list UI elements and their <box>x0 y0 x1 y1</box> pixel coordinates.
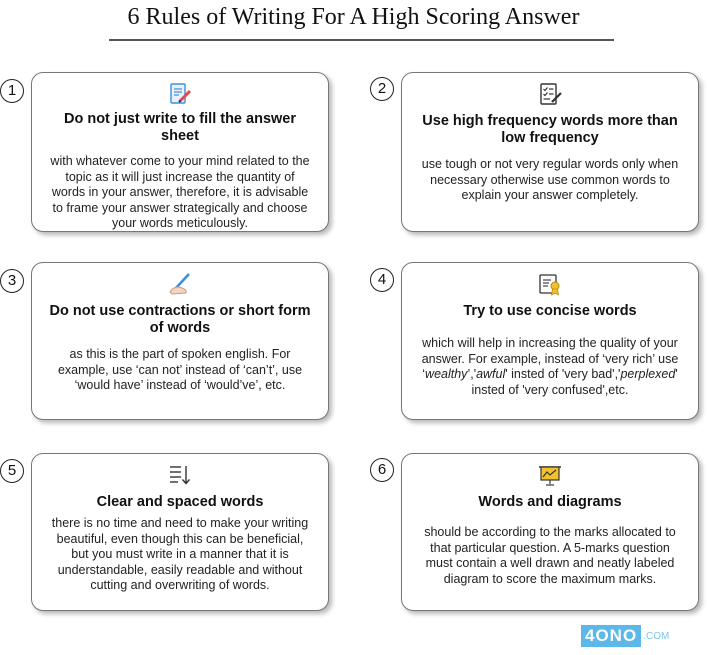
rule-number-2: 2 <box>370 77 394 101</box>
logo-suffix: .COM <box>643 630 670 642</box>
rule-title-3: Do not use contractions or short form of words <box>49 303 311 336</box>
document-pen-icon <box>167 81 193 107</box>
rule-card-5 <box>31 453 329 611</box>
rule-number-6: 6 <box>370 458 394 482</box>
rule-title-2: Use high frequency words more than low frequency <box>422 113 678 146</box>
rule-card-3 <box>31 262 329 420</box>
hand-writing-icon <box>167 271 193 297</box>
certificate-icon <box>537 271 563 297</box>
presentation-chart-icon <box>537 462 563 488</box>
rule-body-1: with whatever come to your mind related to the topic as it will just increase the quantity of words in your answer, therefore, it is advisable to frame your answer strategically and choose your words meticulously. <box>50 154 310 230</box>
rule-body-4: which will help in increasing the quality of your answer. For example, instead of ‘very rich’ use ‘wealthy’,'awful' insted of 'very bad','perplexed' insted of 'very confused',etc. <box>421 336 679 397</box>
rule-title-1: Do not just write to fill the answer sheet <box>63 111 296 144</box>
rule-title-5: Clear and spaced words <box>96 494 264 510</box>
rule-number-5: 5 <box>0 459 24 483</box>
logo-wordmark: 4ONO <box>581 625 641 647</box>
title-divider <box>109 39 614 41</box>
rule-number-3: 3 <box>0 269 24 293</box>
rule-number-1: 1 <box>0 79 24 103</box>
checklist-pen-icon <box>537 81 563 107</box>
rule-card-2 <box>401 72 699 232</box>
rule-title-4: Try to use concise words <box>463 303 637 319</box>
rule-card-1 <box>31 72 329 232</box>
rule-number-4: 4 <box>370 268 394 292</box>
rule-title-6: Words and diagrams <box>478 494 622 510</box>
rule-card-4 <box>401 262 699 420</box>
rule-body-6: should be according to the marks allocated to that particular question. A 5-marks question must contain a well drawn and neatly labeled diagram to score the maximum marks. <box>424 525 676 586</box>
page-title: 6 Rules of Writing For A High Scoring Answer <box>127 4 580 30</box>
site-logo <box>581 624 669 648</box>
list-arrow-down-icon <box>167 462 193 488</box>
rule-body-2: use tough or not very regular words only when necessary otherwise use common words to explain your answer completely. <box>421 157 679 202</box>
rule-body-3: as this is the part of spoken english. For example, use ‘can not’ instead of ‘can’t’, use ‘would have’ instead of ‘would’ve’, etc. <box>57 347 303 392</box>
rule-body-5: there is no time and need to make your writing beautiful, even though this can be beneficial, but you must write in a manner that it is understandable, easily readable and without cutting and overwriting of words. <box>51 516 309 592</box>
rule-card-6 <box>401 453 699 611</box>
